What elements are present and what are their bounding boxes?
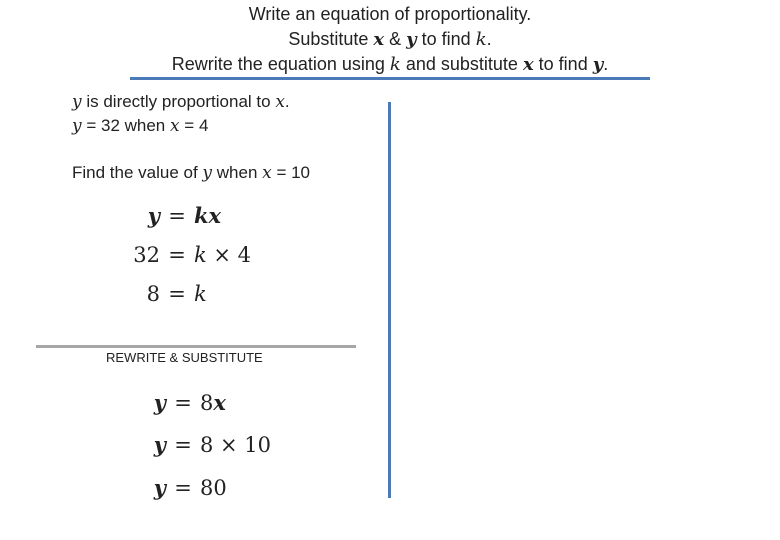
instruction-line-3-end: . <box>603 54 609 74</box>
equation-substituted <box>140 432 271 457</box>
instruction-line-3 <box>0 52 780 77</box>
problem-question-text3: = 10 <box>271 163 311 182</box>
var-y: y <box>592 54 604 75</box>
var-x: x <box>262 163 272 183</box>
problem-line-2 <box>72 114 310 138</box>
equation-rhs: 80 <box>200 476 227 500</box>
equation-rhs: k <box>194 282 207 306</box>
problem-question <box>72 161 310 185</box>
equation-answer <box>140 475 227 500</box>
equals-sign: = <box>168 282 186 306</box>
equation-lhs: y <box>147 203 160 228</box>
problem-statement <box>72 90 310 185</box>
var-x: x <box>275 92 285 112</box>
equation-rhs-coefficient: 8 <box>200 391 214 415</box>
equals-sign: = <box>174 476 192 500</box>
equation-rhs <box>200 390 226 415</box>
instruction-line-3-suffix: to find <box>533 54 593 74</box>
equals-sign: = <box>174 433 192 457</box>
var-k: k <box>475 29 487 50</box>
var-y: y <box>72 116 82 136</box>
instruction-line-2-prefix: Substitute <box>288 29 374 49</box>
instruction-line-2 <box>0 27 780 52</box>
problem-line-1-text: is directly proportional to <box>81 92 276 111</box>
instruction-line-3-mid: and substitute <box>400 54 523 74</box>
var-x: x <box>522 54 534 75</box>
var-y: y <box>406 29 417 50</box>
equation-proportionality <box>118 203 221 228</box>
equation-lhs: y <box>153 390 166 415</box>
equation-rhs-rest: × 4 <box>206 243 252 267</box>
problem-question-text1: Find the value of <box>72 163 203 182</box>
equation-lhs: y <box>153 475 166 500</box>
var-x: x <box>213 390 226 415</box>
var-k: k <box>389 54 401 75</box>
equation-lhs: y <box>153 432 166 457</box>
equals-sign: = <box>174 391 192 415</box>
problem-line-1-end: . <box>284 92 290 111</box>
instruction-line-3-prefix: Rewrite the equation using <box>171 54 390 74</box>
instruction-line-2-end: . <box>486 29 492 49</box>
section-divider <box>36 345 356 348</box>
equation-lhs: 32 <box>133 243 160 267</box>
problem-line-2-text1: = 32 when <box>81 116 170 135</box>
equals-sign: = <box>168 243 186 267</box>
equation-rhs: 8 × 10 <box>200 433 272 457</box>
problem-line-2-text2: = 4 <box>179 116 209 135</box>
spacer <box>72 138 310 161</box>
instruction-line-2-mid: & <box>384 29 407 49</box>
equation-rhs: kx <box>194 203 222 228</box>
header-divider <box>130 77 650 80</box>
var-x: x <box>373 29 385 50</box>
equation-rhs <box>194 243 251 267</box>
problem-question-text2: when <box>212 163 263 182</box>
equation-k-value <box>118 282 207 306</box>
equals-sign: = <box>168 204 186 228</box>
var-y: y <box>72 92 82 112</box>
var-k: k <box>194 243 207 267</box>
column-divider <box>388 102 391 498</box>
var-x: x <box>169 116 180 136</box>
instructions-header <box>0 2 780 77</box>
equation-lhs: 8 <box>146 282 160 306</box>
rewrite-substitute-label: REWRITE & SUBSTITUTE <box>106 350 263 365</box>
equation-substitution <box>118 243 251 267</box>
instruction-line-1: Write an equation of proportionality. <box>248 4 532 24</box>
var-y: y <box>202 163 213 183</box>
instruction-line-2-suffix: to find <box>416 29 476 49</box>
equation-rewritten <box>140 390 226 415</box>
problem-line-1 <box>72 90 310 114</box>
